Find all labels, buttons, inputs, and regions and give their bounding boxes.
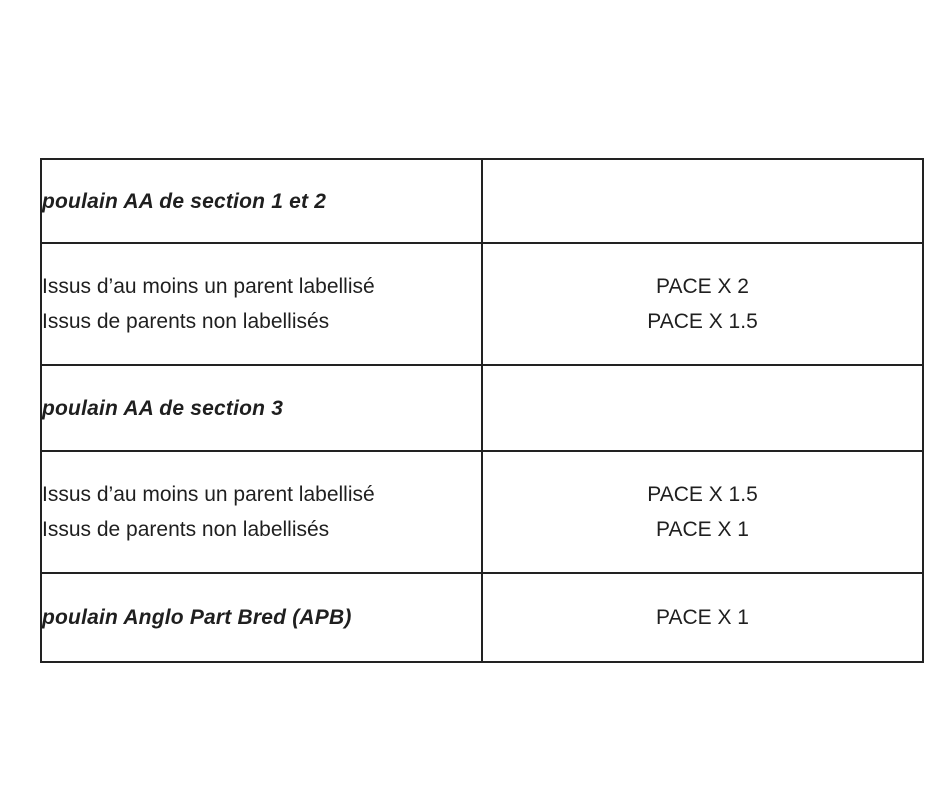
table-row-section-1-2	[41, 159, 923, 243]
value-line: PACE X 1	[656, 518, 749, 541]
value-line: PACE X 2	[656, 275, 749, 298]
category-cell	[41, 573, 482, 662]
pace-table	[40, 158, 924, 663]
value-text: PACE X 1	[656, 606, 749, 629]
category-line: Issus de parents non labellisés	[42, 310, 330, 333]
table-row-parents-3	[41, 451, 923, 573]
value-cell	[482, 573, 923, 662]
table-row-parents-1-2	[41, 243, 923, 365]
category-cell	[41, 365, 482, 451]
category-line: Issus d’au moins un parent labellisé	[42, 483, 375, 506]
category-cell	[41, 159, 482, 243]
table-row-section-3	[41, 365, 923, 451]
value-cell-empty	[482, 159, 923, 243]
section-header-label: poulain Anglo Part Bred (APB)	[42, 606, 352, 629]
value-line: PACE X 1.5	[647, 483, 758, 506]
section-header-label: poulain AA de section 3	[42, 396, 284, 420]
category-cell	[41, 451, 482, 573]
section-header-label: poulain AA de section 1 et 2	[42, 189, 327, 213]
category-line: Issus d’au moins un parent labellisé	[42, 275, 375, 298]
value-cell	[482, 451, 923, 573]
value-cell-empty	[482, 365, 923, 451]
category-line: Issus de parents non labellisés	[42, 518, 330, 541]
value-cell	[482, 243, 923, 365]
table-row-apb	[41, 573, 923, 662]
category-cell	[41, 243, 482, 365]
value-line: PACE X 1.5	[647, 310, 758, 333]
